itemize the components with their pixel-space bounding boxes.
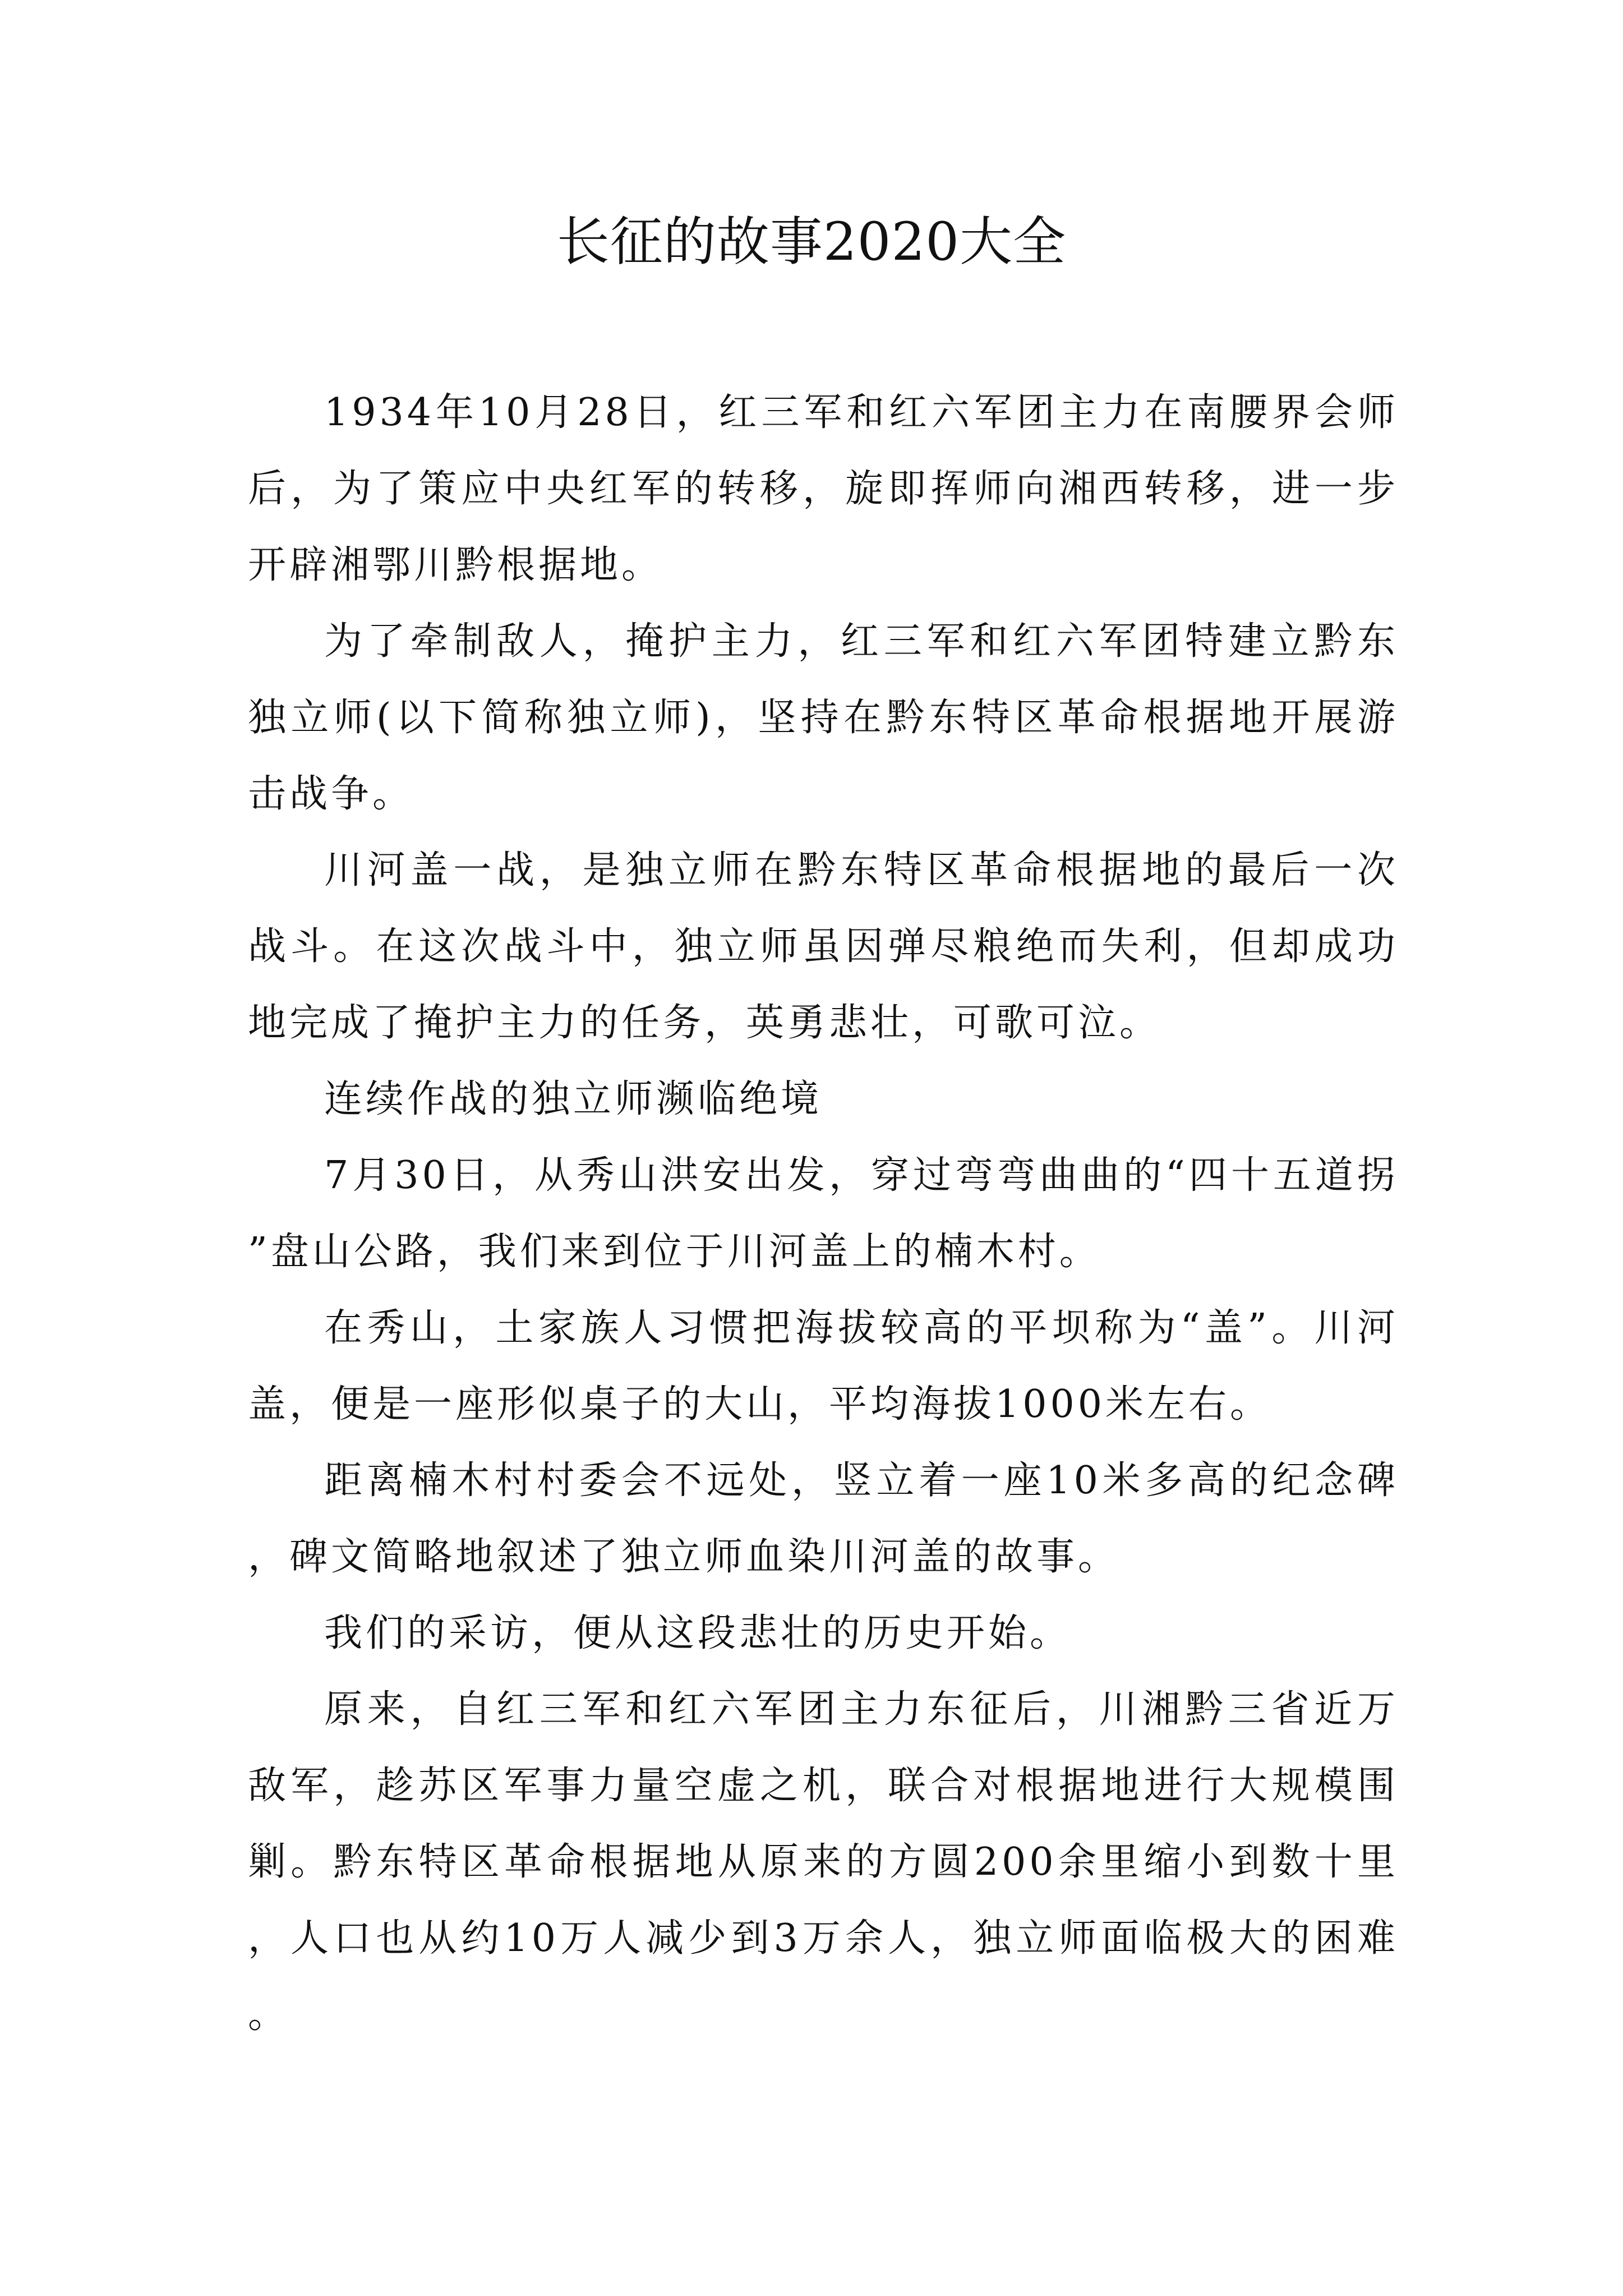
- paragraph-1: 1934年10月28日，红三军和红六军团主力在南腰界会师后，为了策应中央红军的转移，旋即挥师向湘西转移，进一步开辟湘鄂川黔根据地。: [248, 390, 1399, 587]
- paragraph-3: 川河盖一战，是独立师在黔东特区革命根据地的最后一次战斗。在这次战斗中，独立师虽因弹尽粮绝而失利，但却成功地完成了掩护主力的任务，英勇悲壮，可歌可泣。: [248, 848, 1399, 1045]
- document-title: 长征的故事2020大全: [556, 211, 1067, 273]
- paragraph-6: 在秀山，土家族人习惯把海拔较高的平坝称为“盖”。川河盖，便是一座形似桌子的大山，平均海拔1000米左右。: [248, 1306, 1399, 1427]
- document-body: [248, 375, 1399, 2053]
- paragraph-7: 距离楠木村村委会不远处，竖立着一座10米多高的纪念碑，碑文简略地叙述了独立师血染川河盖的故事。: [248, 1458, 1399, 1579]
- paragraph-8: 我们的采访，便从这段悲壮的历史开始。: [324, 1611, 1072, 1655]
- paragraph-2: 为了牵制敌人，掩护主力，红三军和红六军团特建立黔东独立师(以下简称独立师)，坚持在黔东特区革命根据地开展游击战争。: [248, 619, 1399, 816]
- paragraph-5: 7月30日，从秀山洪安出发，穿过弯弯曲曲的“四十五道拐”盘山公路，我们来到位于川河盖上的楠木村。: [248, 1153, 1399, 1274]
- paragraph-9: 原来，自红三军和红六军团主力东征后，川湘黔三省近万敌军，趁苏区军事力量空虚之机，联合对根据地进行大规模围剿。黔东特区革命根据地从原来的方圆200余里缩小到数十里，人口也从约10万人减少到3万余人，独立师面临极大的困难。: [248, 1687, 1399, 2037]
- section-heading: 连续作战的独立师濒临绝境: [324, 1077, 823, 1121]
